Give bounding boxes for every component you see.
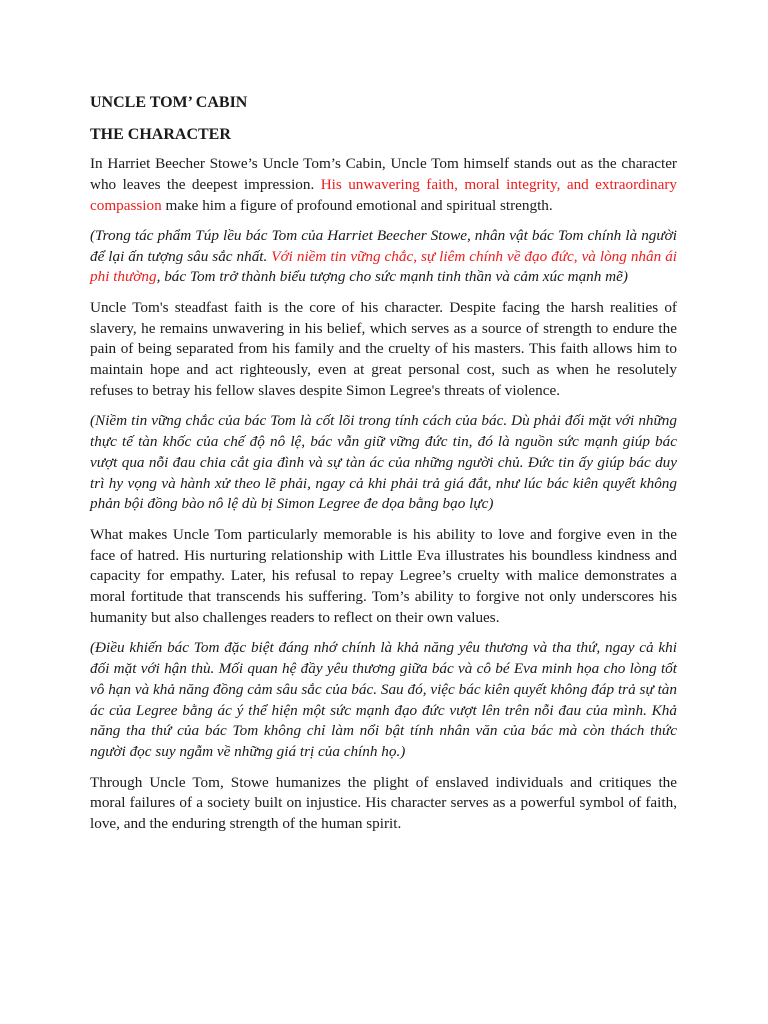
paragraph-4: Through Uncle Tom, Stowe humanizes the plight of enslaved individuals and critiques the moral failures of a society built on injustice. His character serves as a powerful symbol of faith, love, and the enduring strength of the human spirit.: [90, 773, 677, 833]
paragraph-1-text-end: make him a figure of profound emotional and spiritual strength.: [161, 196, 553, 214]
translation-1-text-end: , bác Tom trở thành biểu tượng cho sức mạnh tinh thần và cảm xúc mạnh mẽ): [156, 268, 628, 286]
paragraph-1-highlight: His unwavering faith, moral integrity, and extraordinary compassion: [90, 175, 677, 214]
document-page: [90, 92, 677, 844]
translation-1-highlight: Với niềm tin vững chắc, sự liêm chính về đạo đức, và lòng nhân ái phi thường: [90, 247, 678, 286]
paragraph-1-translation: [90, 226, 677, 288]
paragraph-2: Uncle Tom's steadfast faith is the core of his character. Despite facing the harsh realities of slavery, he remains unwavering in his belief, which serves as a source of strength to endure the pain of being separated from his family and the cruelty of his masters. This faith allows him to maintain hope and act righteously, even at great personal cost, such as when he resolutely refuses to betray his fellow slaves despite Simon Legree's threats of violence.: [90, 298, 677, 399]
document-title: UNCLE TOM’ CABIN: [90, 94, 248, 111]
translation-1-text: (Trong tác phẩm Túp lều bác Tom của Harriet Beecher Stowe, nhân vật bác Tom chính là người để lại ấn tượng sâu sắc nhất.: [90, 226, 677, 265]
section-heading: THE CHARACTER: [90, 126, 231, 143]
paragraph-3-translation: (Điều khiến bác Tom đặc biệt đáng nhớ chính là khả năng yêu thương và tha thứ, ngay cả khi đối mặt với hận thù. Mối quan hệ đầy yêu thương giữa bác và cô bé Eva minh họa cho lòng tốt vô hạn và khả năng đồng cảm sâu sắc của bác. Sau đó, việc bác kiên quyết không đáp trả sự tàn ác của Legree bằng ác ý thể hiện một sức mạnh đạo đức vượt lên trên nỗi đau của mình. Khả năng tha thứ của bác Tom không chỉ làm nổi bật tính nhân văn của bác mà còn thách thức người đọc suy ngẫm về những giá trị của chính họ.): [90, 639, 677, 761]
paragraph-1-text: In Harriet Beecher Stowe’s Uncle Tom’s Cabin, Uncle Tom himself stands out as the character who leaves the deepest impression.: [90, 155, 677, 193]
paragraph-1: [90, 154, 677, 216]
paragraph-3: What makes Uncle Tom particularly memorable is his ability to love and forgive even in the face of hatred. His nurturing relationship with Little Eva illustrates his boundless kindness and capacity for empathy. Later, his refusal to repay Legree’s cruelty with malice demonstrates a moral fortitude that transcends his suffering. Tom’s ability to forgive not only underscores his humanity but also challenges readers to reflect on their own values.: [90, 525, 677, 626]
paragraph-2-translation: (Niềm tin vững chắc của bác Tom là cốt lõi trong tính cách của bác. Dù phải đối mặt với những thực tế tàn khốc của chế độ nô lệ, bác vẫn giữ vững đức tin, đó là nguồn sức mạnh giúp bác vượt qua nỗi đau chia cắt gia đình và sự tàn ác của những người chủ. Đức tin ấy giúp bác duy trì hy vọng và hành xử theo lẽ phải, ngay cả khi phải trả giá đắt, như lúc bác kiên quyết không phản bội đồng bào nô lệ dù bị Simon Legree đe dọa bằng bạo lực): [90, 412, 677, 513]
